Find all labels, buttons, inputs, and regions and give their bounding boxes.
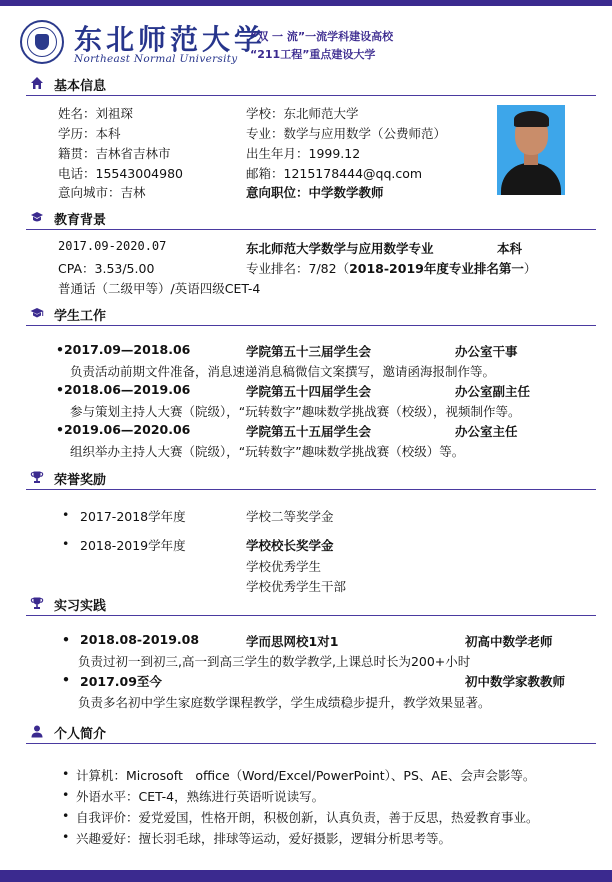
section-education [26,206,596,230]
person-icon [30,724,44,738]
education-school-major: 东北师范大学数学与应用数学专业 [246,241,434,256]
profile-item: 兴趣爱好：擅长羽毛球，排球等运动，爱好摄影，逻辑分析思考等。 [76,831,452,846]
section-awards [26,466,596,490]
email-field: 邮箱：1215178444@qq.com [246,166,423,181]
work-role: 办公室干事 [455,344,518,359]
practice-role: 初中数学家教教师 [465,674,566,689]
award-name: 学校校长奖学金 [246,538,334,553]
university-name-cn: 东北师范大学 [74,23,267,56]
slogan-line-2: “211工程”重点建设大学 [250,48,376,61]
education-rank [246,259,536,277]
house-icon [30,76,44,90]
university-seal-icon [20,20,64,64]
section-basic-info [26,72,596,96]
profile-item: 计算机：Microsoft office（Word/Excel/PowerPoint）、PS、AE、会声会影等。 [76,768,536,783]
work-desc: 负责活动前期文件准备，消息速递消息稿微信文案撰写，邀请函海报制作等。 [70,364,496,379]
practice-role: 初高中数学老师 [465,634,553,649]
work-desc: 参与策划主持人大赛（院级），“玩转数字”趣味数学挑战赛（校级），视频制作等。 [70,404,521,419]
education-language: 普通话（二级甲等）/英语四级CET-4 [58,281,261,296]
profile-bullet: • [62,766,70,781]
section-title: 教育背景 [54,213,107,228]
section-title: 学生工作 [54,309,107,324]
work-period: •2019.06—2020.06 [56,422,191,437]
practice-bullet: • [62,672,70,687]
section-profile [26,720,596,744]
work-org: 学院第五十五届学生会 [246,424,372,439]
education-degree: 本科 [497,241,523,256]
work-org: 学院第五十三届学生会 [246,344,372,359]
award-bullet: • [62,507,70,522]
work-desc: 组织举办主持人大赛（院级），“玩转数字”趣味数学挑战赛（校级）等。 [70,444,465,459]
native-place-field: 籍贯：吉林省吉林市 [58,146,171,161]
top-border [0,0,612,6]
university-name-en: Northeast Normal University [74,53,238,65]
rank-highlight: 2018-2019年度专业排名第一 [349,261,524,276]
work-role: 办公室副主任 [455,384,531,399]
award-year: 2017-2018学年度 [80,509,186,524]
award-year: 2018-2019学年度 [80,538,186,553]
section-title: 实习实践 [54,599,107,614]
award-name: 学校二等奖学金 [246,509,334,524]
work-period: •2017.09—2018.06 [56,342,191,357]
birth-field: 出生年月：1999.12 [246,146,361,161]
award-extra: 学校优秀学生 [246,559,322,574]
section-student-work [26,302,596,326]
graduation-icon [30,210,44,224]
work-org: 学院第五十四届学生会 [246,384,372,399]
school-field: 学校：东北师范大学 [246,106,359,121]
rank-prefix: 专业排名：7/82（ [246,261,350,276]
position-field: 意向职位：中学数学教师 [246,185,384,200]
trophy-icon [30,596,44,610]
award-extra: 学校优秀学生干部 [246,579,347,594]
degree-field: 学历：本科 [58,126,121,141]
practice-bullet: • [62,632,70,647]
profile-item: 自我评价：爱党爱国，性格开朗，积极创新，认真负责，善于反思，热爱教育事业。 [76,810,539,825]
work-role: 办公室主任 [455,424,518,439]
award-bullet: • [62,536,70,551]
profile-bullet: • [62,787,70,802]
practice-org: 学而思网校1对1 [246,634,339,649]
practice-desc: 负责过初一到初三,高一到高三学生的数学教学,上课总时长为200+小时 [78,654,471,669]
phone-field: 电话：15543004980 [58,166,183,181]
education-period: 2017.09-2020.07 [58,239,167,253]
mortarboard-icon [30,306,44,320]
name-field: 姓名：刘祖琛 [58,106,134,121]
profile-bullet: • [62,829,70,844]
trophy-icon [30,470,44,484]
major-field: 专业：数学与应用数学（公费师范） [246,126,447,141]
practice-desc: 负责多名初中学生家庭数学课程教学，学生成绩稳步提升，教学效果显著。 [78,695,491,710]
city-field: 意向城市：吉林 [58,185,146,200]
practice-period: 2018.08-2019.08 [80,632,200,647]
section-title: 荣誉奖励 [54,473,107,488]
education-gpa: CPA：3.53/5.00 [58,261,155,276]
work-period: •2018.06—2019.06 [56,382,191,397]
practice-period: 2017.09至今 [80,674,162,689]
profile-bullet: • [62,808,70,823]
section-title: 个人简介 [54,727,107,742]
profile-item: 外语水平：CET-4，熟练进行英语听说读写。 [76,789,325,804]
rank-suffix: ） [523,261,537,276]
section-practice [26,592,596,616]
slogan-line-1: “双 一 流”一流学科建设高校 [250,30,394,43]
profile-photo [497,105,565,195]
section-title: 基本信息 [54,79,107,94]
bottom-border [0,870,612,882]
